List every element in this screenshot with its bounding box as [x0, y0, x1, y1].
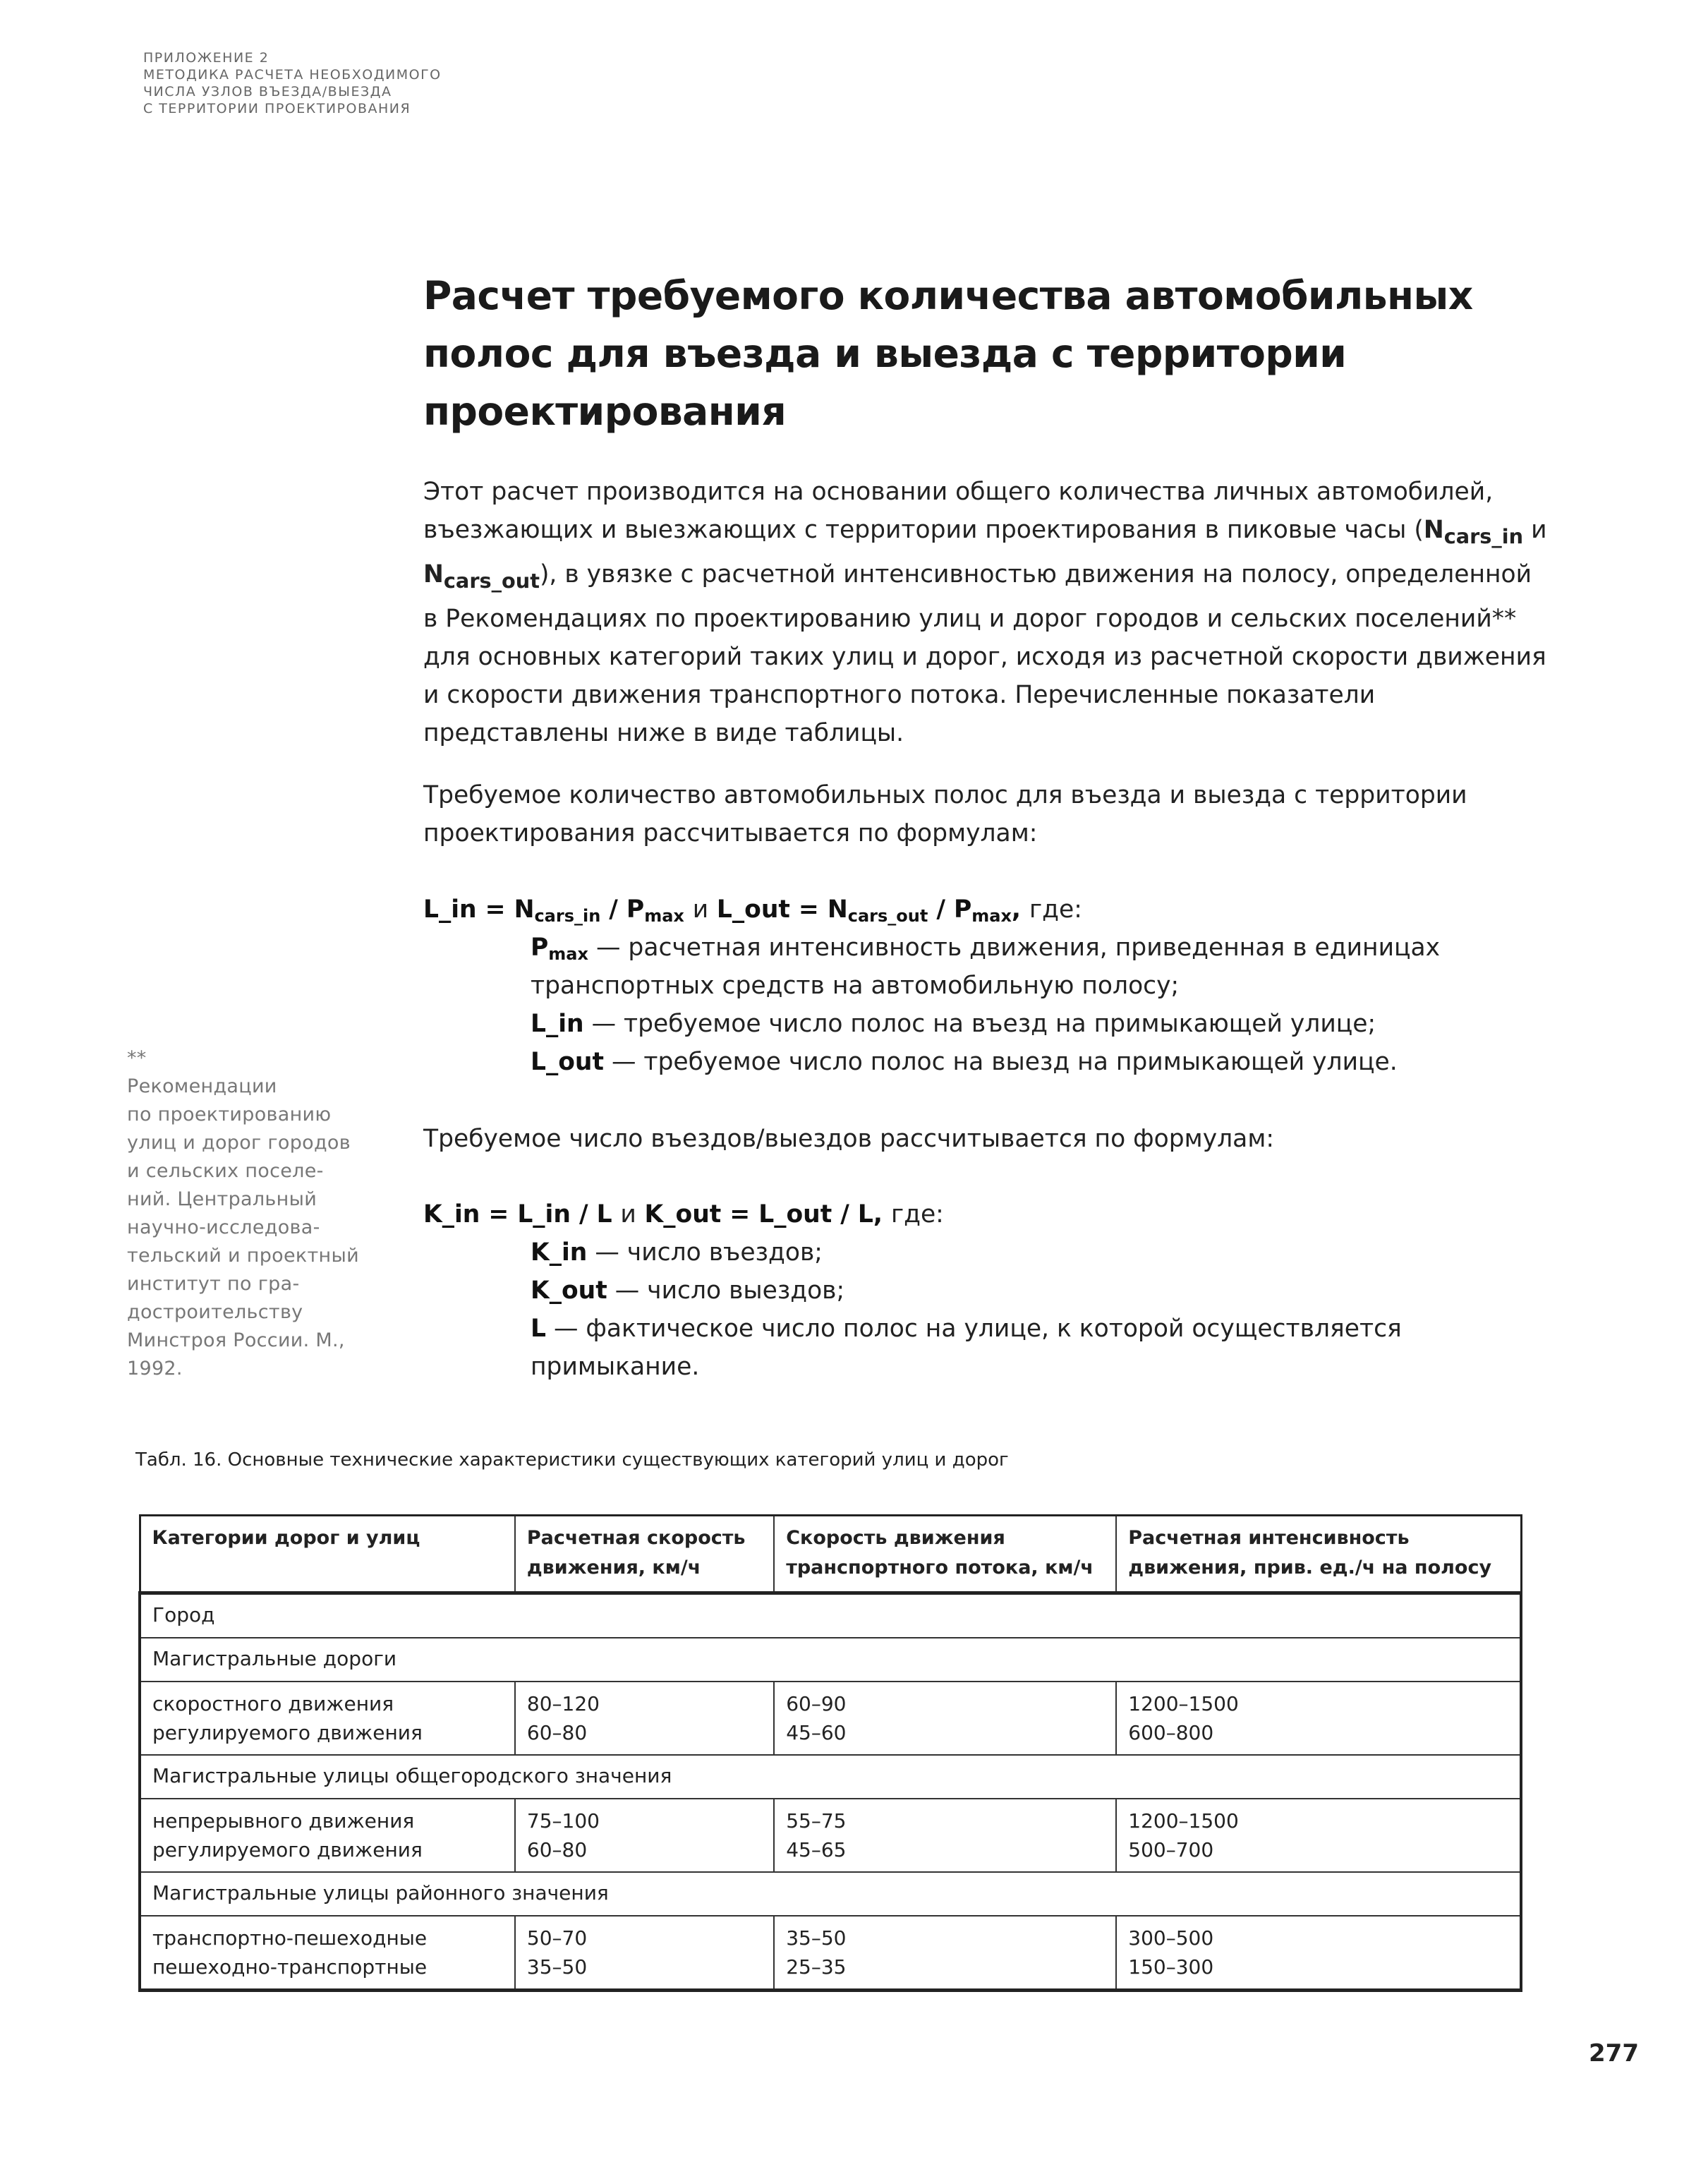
intro-text-before: Этот расчет производится на основании общего количества личных автомобилей, въезжающих и выезжающих с территории проектирования в пиковые часы ( — [423, 478, 1494, 544]
entries-formula: K_in = L_in / L и K_out = L_out / L, где: — [423, 1200, 944, 1229]
table-header-row — [140, 1516, 1521, 1593]
column-header: Расчетная интенсивность движения, прив. ед./ч на полосу — [1116, 1516, 1521, 1593]
table-caption: Табл. 16. Основные технические характеристики существующих категорий улиц и дорог — [135, 1449, 1009, 1471]
entries-formula-block — [423, 1195, 1552, 1386]
table-cell: транспортно-пешеходные пешеходно-транспортные — [140, 1916, 515, 1991]
table-group-row: Магистральные улицы районного значения — [140, 1872, 1521, 1916]
table-row — [140, 1682, 1521, 1755]
lanes-formula: L_in = $N_{cars\_in} / P_{max}$ и L_out = $N_{cars\_out} / P_{max}$, где: — [423, 895, 1082, 926]
intro-text-after: ), в увязке с расчетной интенсивностью движения на полосу, определенной в Рекомендациях по проектированию улиц и дорог городов и сельских поселений** для основных категорий таких улиц и дорог, исходя из расчетной скорости движения и скорости движения транспортного потока. Перечисленные показатели представлены ниже в виде таблицы. — [423, 560, 1546, 747]
page-number: 277 — [1589, 2039, 1639, 2068]
road-categories-table — [138, 1514, 1522, 1992]
lanes-formula-block — [423, 891, 1552, 1081]
running-head-line: МЕТОДИКА РАСЧЕТА НЕОБХОДИМОГО — [143, 67, 442, 83]
table-group-row: Магистральные улицы общегородского значения — [140, 1755, 1521, 1799]
n-cars-out-symbol: $N_{cars\_out}$ — [423, 560, 540, 593]
table-cell: 80–120 60–80 — [515, 1682, 774, 1755]
entries-intro-paragraph: Требуемое число въездов/выездов рассчитывается по формулам: — [423, 1125, 1274, 1153]
running-head-line: С ТЕРРИТОРИИ ПРОЕКТИРОВАНИЯ — [143, 101, 411, 116]
footnote-sidenote: ** Рекомендации по проектированию улиц и дорог городов и сельских поселе- ний. Центральный научно-исследова- тельский и проектный институт по гра- достроительству Минстроя России. М., 1992. — [127, 1047, 359, 1380]
formula-definition: примыкание. — [531, 1353, 700, 1381]
intro-paragraph — [423, 473, 1552, 752]
table-group-row: Магистральные дороги — [140, 1638, 1521, 1682]
running-head-line: ПРИЛОЖЕНИЕ 2 — [143, 50, 269, 66]
table-cell: 1200–1500 600–800 — [1116, 1682, 1521, 1755]
table-cell: 1200–1500 500–700 — [1116, 1799, 1521, 1872]
formula-definition: L — фактическое число полос на улице, к которой осуществляется — [531, 1315, 1402, 1343]
intro-and: и — [1523, 516, 1547, 544]
column-header: Категории дорог и улиц — [140, 1516, 515, 1593]
page-title: Расчет требуемого количества автомобильных полос для въезда и выезда с территории проектирования — [423, 273, 1473, 434]
lanes-intro-paragraph: Требуемое количество автомобильных полос для въезда и выезда с территории проектирования рассчитывается по формулам: — [423, 781, 1467, 847]
table-cell: непрерывного движения регулируемого движения — [140, 1799, 515, 1872]
table-cell: скоростного движения регулируемого движения — [140, 1682, 515, 1755]
table-cell: 35–50 25–35 — [774, 1916, 1116, 1991]
running-head-line: ЧИСЛА УЗЛОВ ВЪЕЗДА/ВЫЕЗДА — [143, 84, 392, 99]
formula-definition: L_out — требуемое число полос на выезд на примыкающей улице. — [531, 1048, 1398, 1076]
column-header: Скорость движения транспортного потока, км/ч — [774, 1516, 1116, 1593]
table-cell: 75–100 60–80 — [515, 1799, 774, 1872]
formula-definition: L_in — требуемое число полос на въезд на примыкающей улице; — [531, 1010, 1376, 1038]
formula-definition: K_out — число выездов; — [531, 1276, 845, 1305]
running-head — [143, 49, 442, 117]
formula-definition: K_in — число въездов; — [531, 1238, 823, 1267]
table-group-row: Город — [140, 1593, 1521, 1638]
table-cell: 55–75 45–65 — [774, 1799, 1116, 1872]
table-row — [140, 1916, 1521, 1991]
table-row — [140, 1799, 1521, 1872]
column-header: Расчетная скорость движения, км/ч — [515, 1516, 774, 1593]
table-cell: 300–500 150–300 — [1116, 1916, 1521, 1991]
formula-definition: $P_{max}$ — расчетная интенсивность движения, приведенная в единицах — [531, 934, 1441, 964]
n-cars-in-symbol: $N_{cars\_in}$ — [1423, 516, 1524, 548]
table-cell: 60–90 45–60 — [774, 1682, 1116, 1755]
formula-definition: транспортных средств на автомобильную полосу; — [531, 972, 1180, 1000]
table-cell: 50–70 35–50 — [515, 1916, 774, 1991]
